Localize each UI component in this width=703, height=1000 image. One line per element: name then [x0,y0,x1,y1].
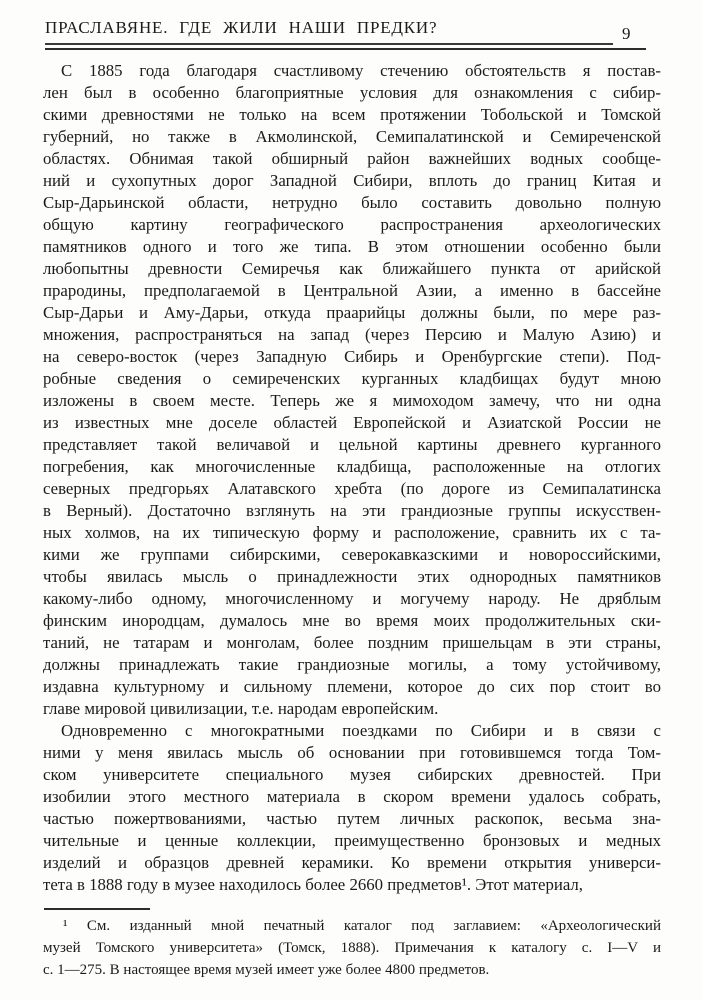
page-number: 9 [622,24,631,43]
text-line: в Верный). Достаточно взглянуть на эти грандиозные группы искусствен- [43,501,661,520]
text-line: скими древностями не только на всем протяжении Тобольской и Томской [43,105,661,124]
text-line: множения, распространяться на запад (через Персию и Малую Азию) и [43,325,661,344]
text-line: ний и сухопутных дорог Западной Сибири, вплоть до границ Китая и [43,171,661,190]
text-line: любопытны древности Семиречья как ближайшего пункта от арийской [43,259,661,278]
text-line: Одновременно с многократными поездками по Сибири и в связи с [61,721,661,740]
footnote-text [43,915,661,981]
text-line: губерний, но также в Акмолинской, Семипалатинской и Семиреченской [43,127,661,146]
text-line: Сыр-Дарьи и Аму-Дарьи, откуда праарийцы должны были, по мере раз- [43,303,661,322]
text-line: какому-либо одному, многочисленному и могучему народу. Не дряблым [43,589,661,608]
text-line: ском университете специального музея сибирских древностей. При [43,765,661,784]
text-line: изложены в своем месте. Теперь же я мимоходом замечу, что ни одна [43,391,661,410]
text-line: тета в 1888 году в музее находилось более 2660 предметов¹. Этот материал, [43,875,583,894]
running-title: ПРАСЛАВЯНЕ. ГДЕ ЖИЛИ НАШИ ПРЕДКИ? [45,18,438,37]
text-line: общую картину географического распространения археологических [43,215,661,234]
text-line: областях. Обнимая такой обширный район важнейших водных сообще- [43,149,661,168]
text-line: из известных мне доселе областей Европейской и Азиатской России не [43,413,661,432]
text-line: кими же группами сибирскими, северокавказскими и новороссийскими, [43,545,661,564]
text-line: лен был в особенно благоприятные условия для ознакомления с сибир- [43,83,661,102]
text-line: издавна культурному и сильному племени, которое до сих пор стоит во [43,677,661,696]
text-line: финским инородцам, думалось мне во время моих продолжительных ски- [43,611,661,630]
body-text [43,60,661,896]
text-line: чтобы явилась мысль о принадлежности этих однородных памятников [43,567,661,586]
text-line: изделий и образцов древней керамики. Ко времени открытия универси- [43,853,661,872]
text-line: С 1885 года благодаря счастливому стечению обстоятельств я постав- [61,61,661,80]
text-line: таний, не татарам и монголам, более поздним пришельцам в эти страны, [43,633,661,652]
text-line: частью пожертвованиями, частью путем личных раскопок, весьма зна- [43,809,661,828]
header-rule-bottom [45,48,646,50]
footnote-rule [44,908,150,910]
text-line: изобилии этого местного материала в скором времени удалось собрать, [43,787,661,806]
text-line: памятников одного и того же типа. В этом отношении особенно были [43,237,661,256]
text-line: главе мировой цивилизации, т.е. народам европейским. [43,699,439,718]
text-line: на северо-восток (через Западную Сибирь и Оренбургские степи). Под- [43,347,661,366]
text-line: Сыр-Дарьинской области, нетрудно было составить довольно полную [43,193,661,212]
text-line: северных предгорьях Алатавского хребта (по дороге из Семипалатинска [43,479,661,498]
footnote-line: музей Томского университета» (Томск, 1888). Примечания к каталогу с. I—V и [43,940,661,956]
text-line: чительные и ценные коллекции, преимущественно бронзовых и медных [43,831,661,850]
text-line: прародины, предполагаемой в Центральной Азии, а именно в бассейне [43,281,661,300]
text-line: ных холмов, на их типическую форму и расположение, сравнить их с та- [43,523,661,542]
text-line: представляет такой величавой и цельной картины древнего курганного [43,435,661,454]
text-line: погребения, как многочисленные кладбища, расположенные на отлогих [43,457,661,476]
text-line: ними у меня явилась мысль об основании при готовившемся тогда Том- [43,743,661,762]
header-rule-top [45,43,613,45]
text-line: робные сведения о семиреченских курганных кладбищах будут мною [43,369,661,388]
footnote-line: с. 1—275. В настоящее время музей имеет уже более 4800 предметов. [43,962,490,978]
text-line: должны принадлежать такие грандиозные могилы, а тому устойчивому, [43,655,661,674]
footnote-line: ¹ См. изданный мной печатный каталог под заглавием: «Археологический [63,918,661,934]
